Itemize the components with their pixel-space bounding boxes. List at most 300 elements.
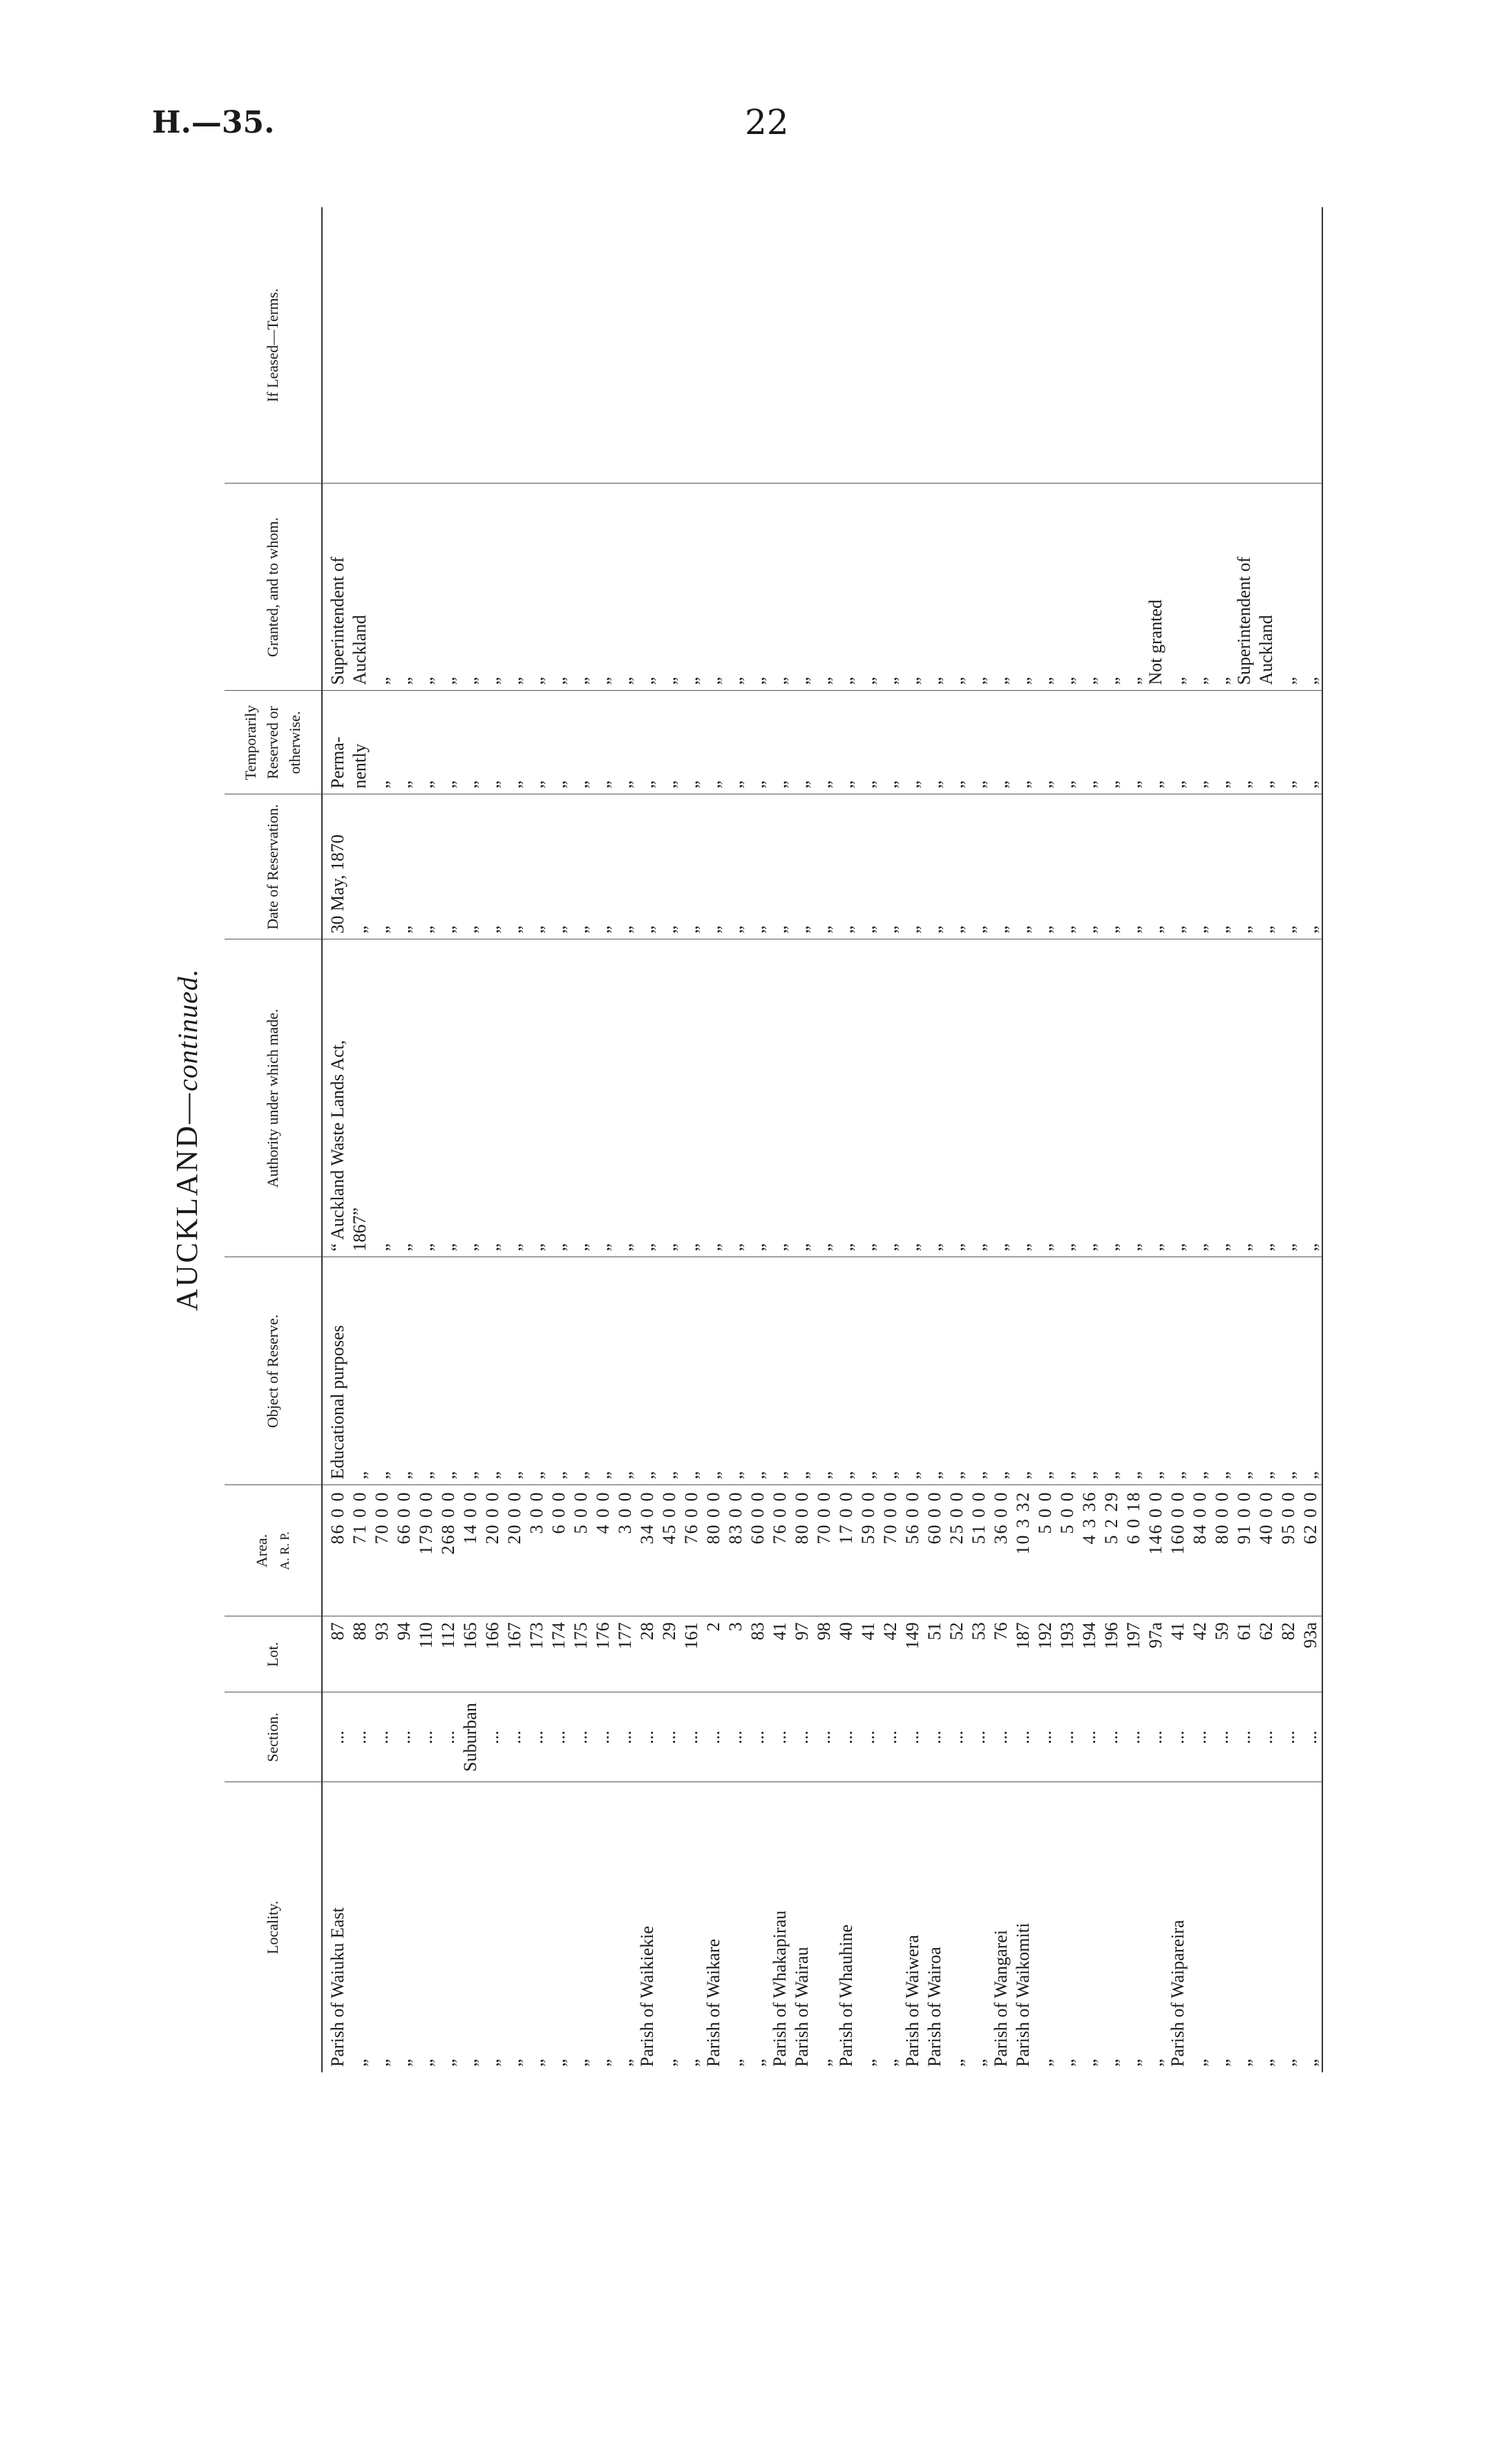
area-cell: 5 2 29 xyxy=(1101,1485,1123,1616)
section-cell: ... xyxy=(437,1692,459,1782)
section-cell: ... xyxy=(482,1692,504,1782)
lot-cell: 59 xyxy=(1211,1616,1233,1692)
lot-cell: 88 xyxy=(349,1616,371,1692)
locality-cell: „ xyxy=(526,2059,546,2067)
table-row xyxy=(570,207,592,2072)
locality-cell: „ xyxy=(1300,2059,1320,2067)
object-cell: „ xyxy=(813,1257,835,1485)
area-cell: 268 0 0 xyxy=(437,1485,459,1616)
leased-cell xyxy=(1056,207,1078,484)
lot-cell: 167 xyxy=(504,1616,526,1692)
date-cell: „ xyxy=(1167,794,1189,939)
authority-cell: „ xyxy=(813,939,835,1257)
granted-cell: „ xyxy=(857,484,879,691)
granted-cell: „ xyxy=(658,484,681,691)
leased-cell xyxy=(1255,207,1277,484)
temporary-cell: „ xyxy=(592,691,614,794)
temporary-cell: „ xyxy=(1255,691,1277,794)
object-cell: „ xyxy=(769,1257,791,1485)
granted-cell: „ xyxy=(415,484,437,691)
area-cell: 70 0 0 xyxy=(371,1485,393,1616)
lot-cell: 76 xyxy=(990,1616,1012,1692)
locality-cell: „ xyxy=(880,2059,900,2067)
temporary-cell: „ xyxy=(924,691,946,794)
object-cell: „ xyxy=(1123,1257,1145,1485)
lot-cell: 29 xyxy=(658,1616,681,1692)
table-row xyxy=(681,207,703,2072)
authority-cell: „ xyxy=(725,939,747,1257)
locality-cell: Parish of Wangarei xyxy=(991,1929,1011,2067)
temporary-cell: „ xyxy=(393,691,415,794)
area-cell: 17 0 0 xyxy=(835,1485,857,1616)
title-main: AUCKLAND— xyxy=(170,1091,204,1311)
leased-cell xyxy=(857,207,879,484)
section-cell: ... xyxy=(636,1692,658,1782)
locality-cell: „ xyxy=(504,2059,524,2067)
area-cell: 6 0 18 xyxy=(1123,1485,1145,1616)
lot-cell: 83 xyxy=(747,1616,769,1692)
leased-cell xyxy=(835,207,857,484)
locality-cell: „ xyxy=(394,2059,414,2067)
date-cell: „ xyxy=(614,794,636,939)
date-cell: „ xyxy=(1300,794,1322,939)
temporary-cell: „ xyxy=(946,691,968,794)
authority-cell: „ xyxy=(902,939,924,1257)
leased-cell xyxy=(614,207,636,484)
section-cell: ... xyxy=(990,1692,1012,1782)
authority-cell: „ xyxy=(681,939,703,1257)
section-cell: ... xyxy=(592,1692,614,1782)
lot-cell: 53 xyxy=(968,1616,990,1692)
granted-cell: „ xyxy=(1078,484,1101,691)
lot-cell: 28 xyxy=(636,1616,658,1692)
lot-cell: 173 xyxy=(526,1616,548,1692)
area-cell: 56 0 0 xyxy=(902,1485,924,1616)
authority-cell: „ xyxy=(548,939,570,1257)
document-reference: H.—35. xyxy=(152,105,275,140)
lot-cell: 161 xyxy=(681,1616,703,1692)
date-cell: „ xyxy=(835,794,857,939)
temporary-cell: „ xyxy=(835,691,857,794)
reserves-table xyxy=(225,207,1330,2072)
leased-cell xyxy=(415,207,437,484)
object-cell: „ xyxy=(857,1257,879,1485)
area-cell: 95 0 0 xyxy=(1277,1485,1300,1616)
date-cell: „ xyxy=(1145,794,1167,939)
object-cell: „ xyxy=(990,1257,1012,1485)
object-cell: „ xyxy=(703,1257,725,1485)
granted-cell: „ xyxy=(835,484,857,691)
date-cell: „ xyxy=(636,794,658,939)
locality-cell: Parish of Waikare xyxy=(703,1938,723,2067)
header-area-label: Area. xyxy=(252,1534,270,1568)
locality-cell: „ xyxy=(1057,2059,1077,2067)
section-cell: ... xyxy=(1123,1692,1145,1782)
authority-cell: „ xyxy=(570,939,592,1257)
header-authority: Authority under which made. xyxy=(225,939,322,1257)
temporary-cell: „ xyxy=(1300,691,1322,794)
section-cell: ... xyxy=(857,1692,879,1782)
authority-cell: 1867” xyxy=(349,939,371,1257)
table-row xyxy=(1300,207,1322,2072)
authority-cell: „ xyxy=(1211,939,1233,1257)
lot-cell: 3 xyxy=(725,1616,747,1692)
table-row xyxy=(1078,207,1101,2072)
leased-cell xyxy=(1233,207,1255,484)
lot-cell: 94 xyxy=(393,1616,415,1692)
section-cell: ... xyxy=(946,1692,968,1782)
temporary-cell: „ xyxy=(459,691,482,794)
lot-cell: 82 xyxy=(1277,1616,1300,1692)
leased-cell xyxy=(322,207,349,484)
temporary-cell: „ xyxy=(526,691,548,794)
temporary-cell: „ xyxy=(968,691,990,794)
granted-cell: „ xyxy=(1123,484,1145,691)
temporary-cell: „ xyxy=(769,691,791,794)
temporary-cell: „ xyxy=(681,691,703,794)
locality-cell: „ xyxy=(858,2059,878,2067)
object-cell: „ xyxy=(1078,1257,1101,1485)
header-locality: Locality. xyxy=(225,1782,322,2072)
object-cell: „ xyxy=(482,1257,504,1485)
authority-cell: „ xyxy=(592,939,614,1257)
object-cell: „ xyxy=(902,1257,924,1485)
date-cell: „ xyxy=(548,794,570,939)
date-cell: „ xyxy=(1277,794,1300,939)
object-cell: „ xyxy=(658,1257,681,1485)
area-cell: 80 0 0 xyxy=(703,1485,725,1616)
header-lot: Lot. xyxy=(225,1616,322,1692)
area-cell: 5 0 0 xyxy=(570,1485,592,1616)
lot-cell: 61 xyxy=(1233,1616,1255,1692)
date-cell: „ xyxy=(703,794,725,939)
temporary-cell: „ xyxy=(747,691,769,794)
object-cell: „ xyxy=(681,1257,703,1485)
temporary-cell: „ xyxy=(1145,691,1167,794)
temporary-cell: „ xyxy=(1189,691,1211,794)
table-row xyxy=(1145,207,1167,2072)
locality-cell: Parish of Waiuku East xyxy=(327,1907,348,2067)
locality-cell: „ xyxy=(814,2059,834,2067)
locality-cell: Parish of Waikiekie xyxy=(637,1926,657,2067)
object-cell: „ xyxy=(1277,1257,1300,1485)
object-cell: „ xyxy=(1300,1257,1322,1485)
temporary-cell: „ xyxy=(570,691,592,794)
lot-cell: 51 xyxy=(924,1616,946,1692)
granted-cell: „ xyxy=(1189,484,1211,691)
lot-cell: 166 xyxy=(482,1616,504,1692)
leased-cell xyxy=(1012,207,1034,484)
object-cell: „ xyxy=(459,1257,482,1485)
lot-cell: 175 xyxy=(570,1616,592,1692)
granted-cell: „ xyxy=(1277,484,1300,691)
lot-cell: 196 xyxy=(1101,1616,1123,1692)
authority-cell: „ xyxy=(791,939,813,1257)
locality-cell: „ xyxy=(1278,2059,1298,2067)
lot-cell: 97a xyxy=(1145,1616,1167,1692)
date-cell: „ xyxy=(1078,794,1101,939)
table-row xyxy=(393,207,415,2072)
temporary-cell: „ xyxy=(1034,691,1056,794)
lot-cell: 165 xyxy=(459,1616,482,1692)
authority-cell: „ xyxy=(393,939,415,1257)
section-cell: ... xyxy=(1034,1692,1056,1782)
header-row xyxy=(225,207,322,2072)
header-date: Date of Reservation. xyxy=(225,794,322,939)
table-row xyxy=(592,207,614,2072)
temporary-cell: „ xyxy=(791,691,813,794)
authority-cell: „ xyxy=(526,939,548,1257)
authority-cell: „ xyxy=(1145,939,1167,1257)
section-cell: ... xyxy=(1167,1692,1189,1782)
object-cell: „ xyxy=(835,1257,857,1485)
object-cell: „ xyxy=(791,1257,813,1485)
lot-cell: 41 xyxy=(857,1616,879,1692)
area-cell: 71 0 0 xyxy=(349,1485,371,1616)
object-cell: „ xyxy=(879,1257,902,1485)
table-row xyxy=(725,207,747,2072)
section-cell: ... xyxy=(371,1692,393,1782)
authority-cell: „ xyxy=(1056,939,1078,1257)
lot-cell: 2 xyxy=(703,1616,725,1692)
table-title xyxy=(169,207,205,2072)
object-cell: „ xyxy=(1167,1257,1189,1485)
granted-cell: „ xyxy=(924,484,946,691)
table-row xyxy=(879,207,902,2072)
temporary-cell: „ xyxy=(990,691,1012,794)
lot-cell: 93a xyxy=(1300,1616,1322,1692)
object-cell: „ xyxy=(946,1257,968,1485)
granted-cell: „ xyxy=(437,484,459,691)
section-cell: ... xyxy=(1300,1692,1322,1782)
object-cell: „ xyxy=(415,1257,437,1485)
date-cell: „ xyxy=(349,794,371,939)
date-cell: „ xyxy=(1034,794,1056,939)
table-row xyxy=(437,207,459,2072)
locality-cell: Parish of Waiwera xyxy=(902,1935,922,2067)
leased-cell xyxy=(548,207,570,484)
lot-cell: 194 xyxy=(1078,1616,1101,1692)
table-row xyxy=(1233,207,1255,2072)
leased-cell xyxy=(1101,207,1123,484)
object-cell: „ xyxy=(1034,1257,1056,1485)
lot-cell: 187 xyxy=(1012,1616,1034,1692)
section-cell: ... xyxy=(1255,1692,1277,1782)
date-cell: „ xyxy=(990,794,1012,939)
authority-cell: „ xyxy=(835,939,857,1257)
granted-cell: „ xyxy=(1211,484,1233,691)
lot-cell: 41 xyxy=(769,1616,791,1692)
table-row xyxy=(946,207,968,2072)
locality-cell: „ xyxy=(1212,2059,1232,2067)
granted-cell: „ xyxy=(371,484,393,691)
section-cell: ... xyxy=(1189,1692,1211,1782)
date-cell: „ xyxy=(725,794,747,939)
object-cell: „ xyxy=(1012,1257,1034,1485)
section-cell: ... xyxy=(570,1692,592,1782)
temporary-cell: „ xyxy=(504,691,526,794)
temporary-cell: „ xyxy=(437,691,459,794)
table-row xyxy=(658,207,681,2072)
area-cell: 34 0 0 xyxy=(636,1485,658,1616)
temporary-cell: „ xyxy=(548,691,570,794)
lot-cell: 193 xyxy=(1056,1616,1078,1692)
object-cell: „ xyxy=(1145,1257,1167,1485)
authority-cell: „ xyxy=(946,939,968,1257)
table-row xyxy=(1277,207,1300,2072)
leased-cell xyxy=(371,207,393,484)
leased-cell xyxy=(791,207,813,484)
locality-cell: Parish of Waikomiti xyxy=(1013,1922,1033,2067)
date-cell: „ xyxy=(1233,794,1255,939)
header-leased: If Leased—Terms. xyxy=(225,207,322,484)
granted-cell: „ xyxy=(747,484,769,691)
authority-cell: „ xyxy=(924,939,946,1257)
temporary-cell: „ xyxy=(902,691,924,794)
section-cell: ... xyxy=(835,1692,857,1782)
section-cell: ... xyxy=(747,1692,769,1782)
temporary-cell: „ xyxy=(1233,691,1255,794)
locality-cell: „ xyxy=(659,2059,679,2067)
table-row xyxy=(322,207,349,2072)
area-cell: 83 0 0 xyxy=(725,1485,747,1616)
granted-cell: „ xyxy=(968,484,990,691)
granted-cell: „ xyxy=(681,484,703,691)
temporary-cell: Perma- xyxy=(322,691,349,794)
locality-cell: „ xyxy=(1123,2059,1143,2067)
table-row xyxy=(1012,207,1034,2072)
temporary-cell: „ xyxy=(1101,691,1123,794)
lot-cell: 174 xyxy=(548,1616,570,1692)
leased-cell xyxy=(482,207,504,484)
area-cell: 80 0 0 xyxy=(791,1485,813,1616)
authority-cell: „ xyxy=(879,939,902,1257)
lot-cell: 176 xyxy=(592,1616,614,1692)
section-cell: ... xyxy=(1233,1692,1255,1782)
authority-cell: „ xyxy=(415,939,437,1257)
granted-cell: „ xyxy=(570,484,592,691)
leased-cell xyxy=(1277,207,1300,484)
authority-cell: „ xyxy=(857,939,879,1257)
area-cell: 3 0 0 xyxy=(526,1485,548,1616)
date-cell: „ xyxy=(791,794,813,939)
locality-cell: „ xyxy=(438,2059,458,2067)
authority-cell: „ xyxy=(1277,939,1300,1257)
lot-cell: 52 xyxy=(946,1616,968,1692)
area-cell: 5 0 0 xyxy=(1034,1485,1056,1616)
date-cell: „ xyxy=(393,794,415,939)
object-cell: „ xyxy=(371,1257,393,1485)
granted-cell: „ xyxy=(769,484,791,691)
page-number: 22 xyxy=(745,102,789,142)
object-cell: „ xyxy=(968,1257,990,1485)
area-cell: 5 0 0 xyxy=(1056,1485,1078,1616)
area-cell: 80 0 0 xyxy=(1211,1485,1233,1616)
granted-cell: „ xyxy=(548,484,570,691)
granted-cell: Superintendent of xyxy=(322,484,349,691)
object-cell: „ xyxy=(1233,1257,1255,1485)
date-cell: „ xyxy=(570,794,592,939)
lot-cell: 192 xyxy=(1034,1616,1056,1692)
granted-cell: „ xyxy=(482,484,504,691)
section-cell: Suburban xyxy=(459,1692,482,1782)
lot-cell: 110 xyxy=(415,1616,437,1692)
authority-cell: „ xyxy=(437,939,459,1257)
granted-cell: „ xyxy=(1300,484,1322,691)
authority-cell: „ xyxy=(990,939,1012,1257)
date-cell: „ xyxy=(1056,794,1078,939)
date-cell: „ xyxy=(968,794,990,939)
granted-cell: „ xyxy=(459,484,482,691)
section-cell: ... xyxy=(504,1692,526,1782)
table-row xyxy=(415,207,437,2072)
temporary-cell: „ xyxy=(725,691,747,794)
authority-cell: „ xyxy=(636,939,658,1257)
leased-cell xyxy=(393,207,415,484)
leased-cell xyxy=(437,207,459,484)
object-cell: Educational purposes xyxy=(322,1257,349,1485)
date-cell: „ xyxy=(1012,794,1034,939)
section-cell: ... xyxy=(725,1692,747,1782)
date-cell: „ xyxy=(1255,794,1277,939)
date-cell: „ xyxy=(526,794,548,939)
area-cell: 62 0 0 xyxy=(1300,1485,1322,1616)
temporary-cell: „ xyxy=(371,691,393,794)
table-row xyxy=(990,207,1012,2072)
locality-cell: „ xyxy=(615,2059,635,2067)
leased-cell xyxy=(1145,207,1167,484)
date-cell: „ xyxy=(681,794,703,939)
leased-cell xyxy=(636,207,658,484)
authority-cell: „ xyxy=(769,939,791,1257)
leased-cell xyxy=(1189,207,1211,484)
area-cell: 4 0 0 xyxy=(592,1485,614,1616)
date-cell: „ xyxy=(658,794,681,939)
granted-cell: „ xyxy=(614,484,636,691)
date-cell: „ xyxy=(592,794,614,939)
table-row xyxy=(703,207,725,2072)
section-cell: ... xyxy=(1101,1692,1123,1782)
leased-cell xyxy=(1300,207,1322,484)
date-cell: „ xyxy=(482,794,504,939)
granted-cell: „ xyxy=(1167,484,1189,691)
authority-cell: „ xyxy=(482,939,504,1257)
lot-cell: 93 xyxy=(371,1616,393,1692)
section-cell: ... xyxy=(924,1692,946,1782)
granted-cell: „ xyxy=(636,484,658,691)
leased-cell xyxy=(1211,207,1233,484)
authority-cell: „ xyxy=(1034,939,1056,1257)
locality-cell: „ xyxy=(725,2059,745,2067)
locality-cell: „ xyxy=(416,2059,436,2067)
granted-cell: Superintendent of xyxy=(1233,484,1255,691)
area-cell: 60 0 0 xyxy=(747,1485,769,1616)
object-cell: „ xyxy=(614,1257,636,1485)
area-cell: 10 3 32 xyxy=(1012,1485,1034,1616)
header-granted: Granted, and to whom. xyxy=(225,484,322,691)
area-cell: 146 0 0 xyxy=(1145,1485,1167,1616)
table-row xyxy=(902,207,924,2072)
date-cell: „ xyxy=(504,794,526,939)
object-cell: „ xyxy=(725,1257,747,1485)
leased-cell xyxy=(658,207,681,484)
table-row xyxy=(1189,207,1211,2072)
area-cell: 14 0 0 xyxy=(459,1485,482,1616)
object-cell: „ xyxy=(1189,1257,1211,1485)
temporary-cell: „ xyxy=(1056,691,1078,794)
locality-cell: Parish of Whauhine xyxy=(836,1924,856,2067)
area-cell: 76 0 0 xyxy=(769,1485,791,1616)
